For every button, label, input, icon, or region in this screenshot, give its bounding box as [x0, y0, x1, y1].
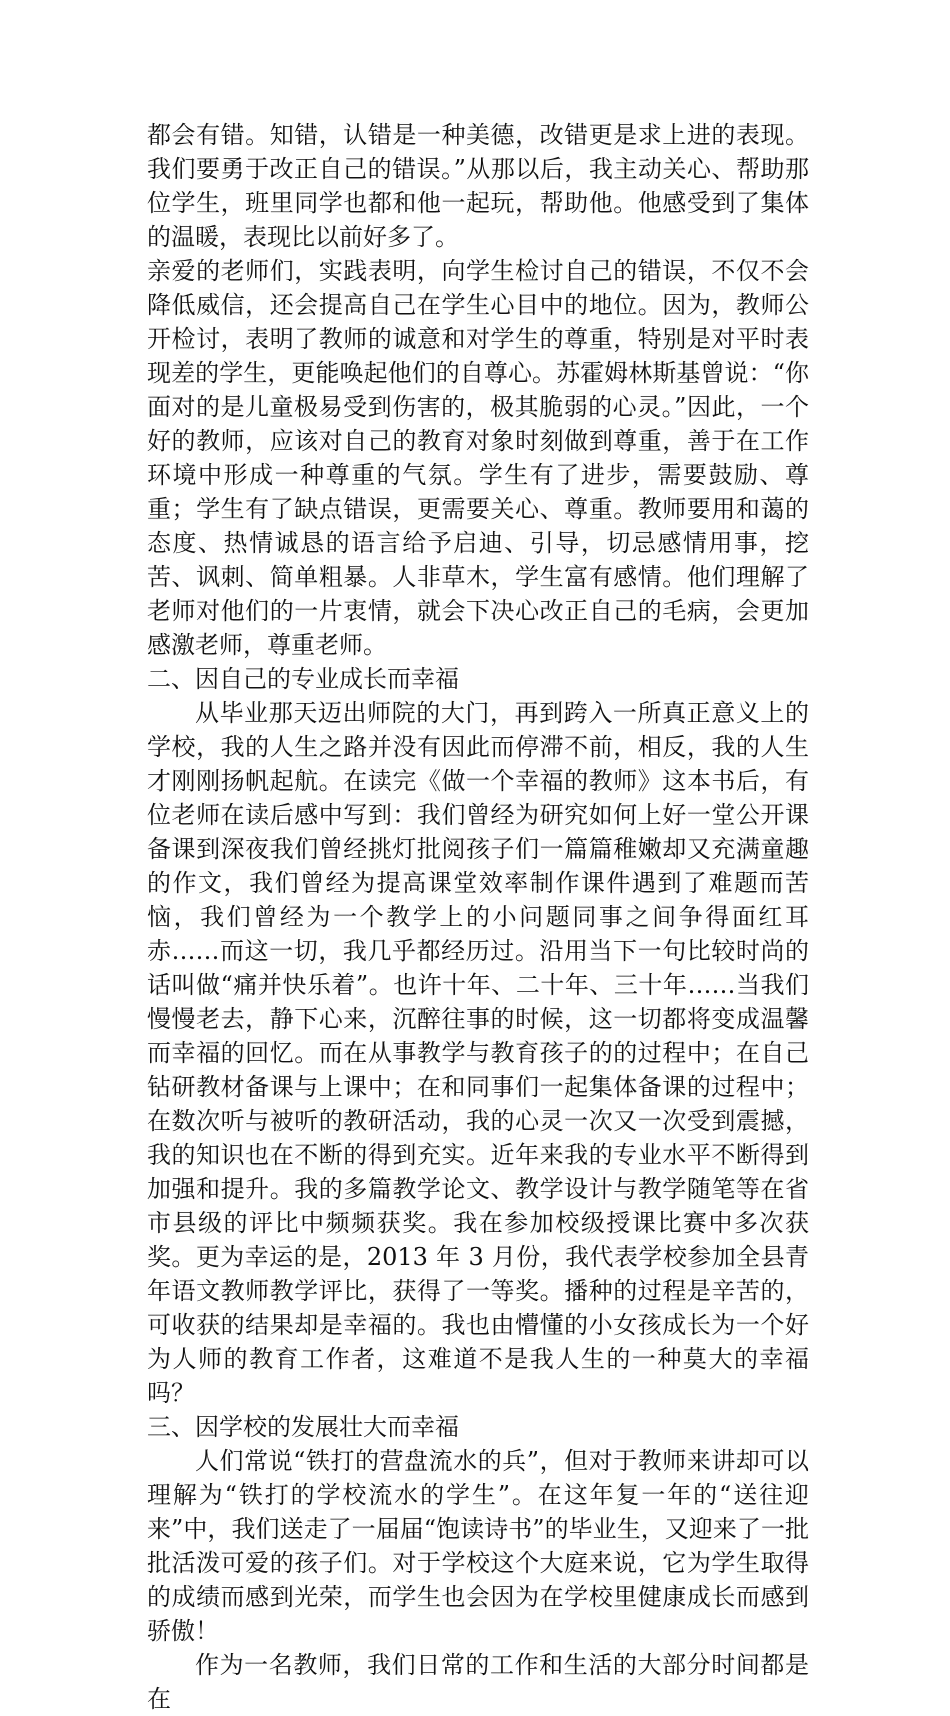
document-body — [147, 118, 809, 1716]
paragraph-5: 作为一名教师，我们日常的工作和生活的大部分时间都是在 — [147, 1651, 809, 1713]
section-heading-2: 二、因自己的专业成长而幸福 — [147, 665, 459, 693]
paragraph-3: 从毕业那天迈出师院的大门，再到跨入一所真正意义上的学校，我的人生之路并没有因此而停滞不前，相反，我的人生才刚刚扬帆起航。在读完《做一个幸福的教师》这本书后，有位老师在读后感中写到：我们曾经为研究如何上好一堂公开课备课到深夜我们曾经挑灯批阅孩子们一篇篇稚嫩却又充满童趣的作文，我们曾经为提高课堂效率制作课件遇到了难题而苦恼，我们曾经为一个教学上的小问题同事之间争得面红耳赤……而这一切，我几乎都经历过。沿用当下一句比较时尚的话叫做“痛并快乐着”。也许十年、二十年、三十年……当我们慢慢老去，静下心来，沉醉往事的时候，这一切都将变成温馨而幸福的回忆。而在从事教学与教育孩子的的过程中；在自己钻研教材备课与上课中；在和同事们一起集体备课的过程中；在数次听与被听的教研活动，我的心灵一次又一次受到震撼，我的知识也在不断的得到充实。近年来我的专业水平不断得到加强和提升。我的多篇教学论文、教学设计与教学随笔等在省市县级的评比中频频获奖。我在参加校级授课比赛中多次获奖。更为幸运的是，2013 年 3 月份，我代表学校参加全县青年语文教师教学评比，获得了一等奖。播种的过程是辛苦的，可收获的结果却是幸福的。我也由懵懂的小女孩成长为一个好为人师的教育工作者，这难道不是我人生的一种莫大的幸福吗？ — [147, 699, 809, 1407]
paragraph-4: 人们常说“铁打的营盘流水的兵”，但对于教师来讲却可以理解为“铁打的学校流水的学生”。在这年复一年的“送往迎来”中，我们送走了一届届“饱读诗书”的毕业生，又迎来了一批批活泼可爱的孩子们。对于学校这个大庭来说，它为学生取得的成绩而感到光荣，而学生也会因为在学校里健康成长而感到骄傲！ — [147, 1447, 809, 1645]
section-heading-3: 三、因学校的发展壮大而幸福 — [147, 1413, 459, 1441]
paragraph-2: 亲爱的老师们，实践表明，向学生检讨自己的错误，不仅不会降低威信，还会提高自己在学生心目中的地位。因为，教师公开检讨，表明了教师的诚意和对学生的尊重，特别是对平时表现差的学生，更能唤起他们的自尊心。苏霍姆林斯基曾说：“你面对的是儿童极易受到伤害的，极其脆弱的心灵。”因此，一个好的教师，应该对自己的教育对象时刻做到尊重，善于在工作环境中形成一种尊重的气氛。学生有了进步，需要鼓励、尊重；学生有了缺点错误，更需要关心、尊重。教师要用和蔼的态度、热情诚恳的语言给予启迪、引导，切忌感情用事，挖苦、讽刺、简单粗暴。人非草木，学生富有感情。他们理解了老师对他们的一片衷情，就会下决心改正自己的毛病，会更加感激老师，尊重老师。 — [147, 257, 809, 659]
paragraph-1: 都会有错。知错，认错是一种美德，改错更是求上进的表现。我们要勇于改正自己的错误。”从那以后，我主动关心、帮助那位学生，班里同学也都和他一起玩，帮助他。他感受到了集体的温暖，表现比以前好多了。 — [147, 121, 809, 251]
